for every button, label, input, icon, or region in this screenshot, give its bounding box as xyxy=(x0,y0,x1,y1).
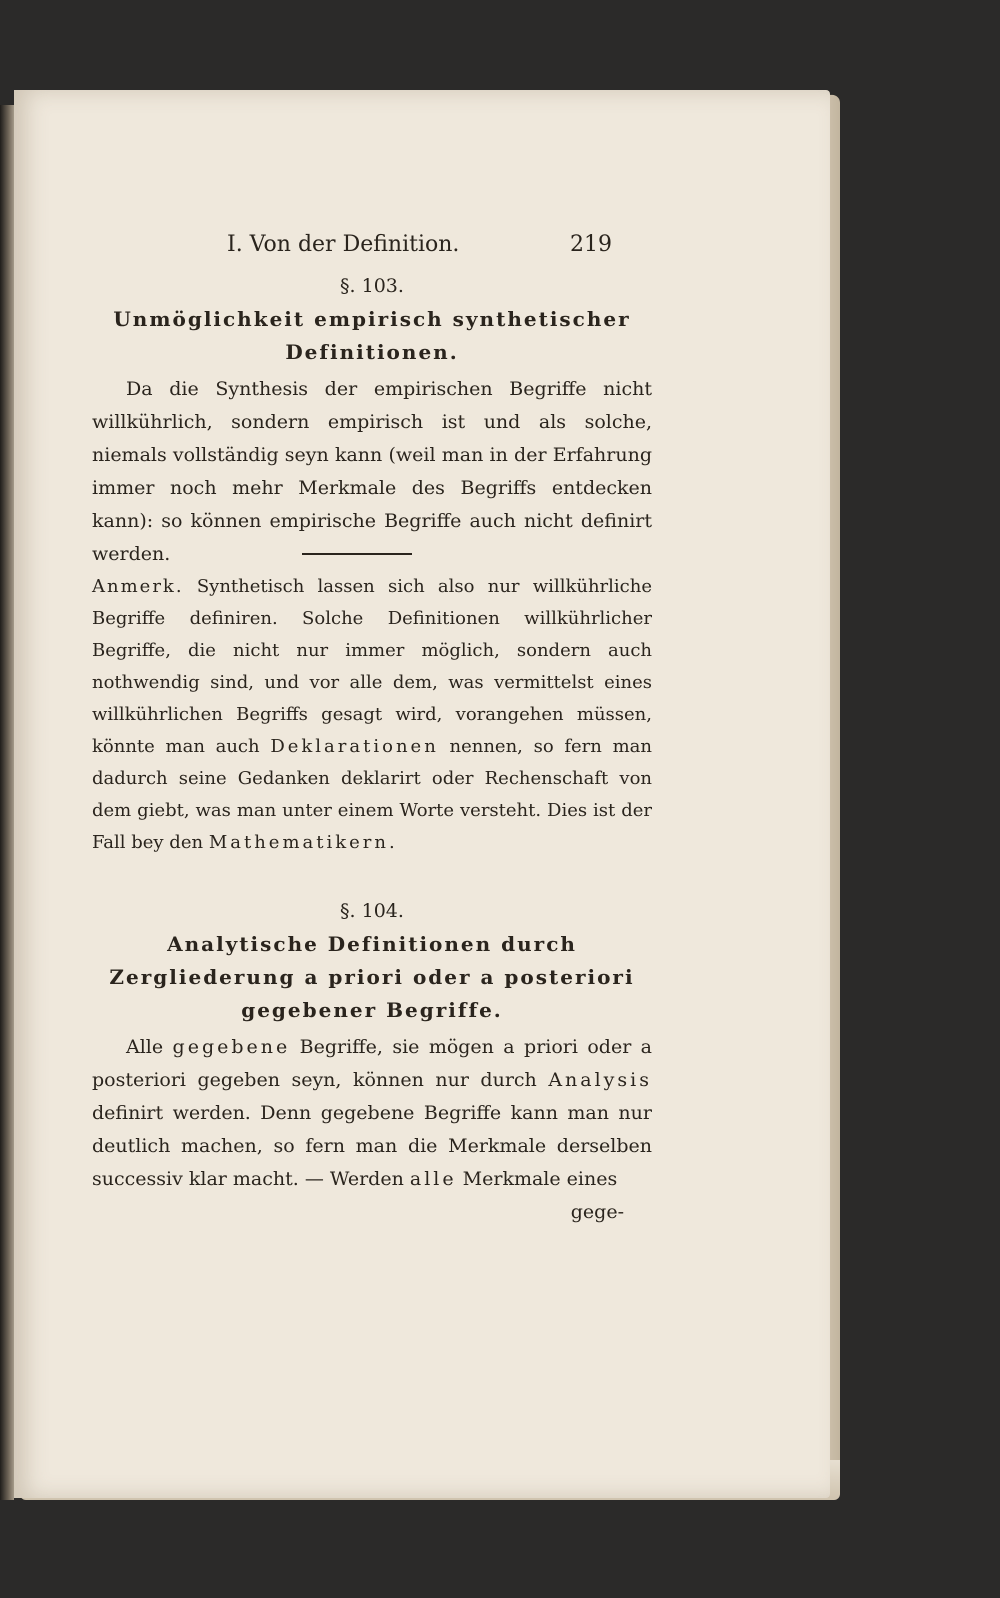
note-spaced-term-1: Deklarationen xyxy=(270,736,439,757)
catchword: gege- xyxy=(570,1201,624,1223)
section-103-note xyxy=(92,571,652,859)
page-number: 219 xyxy=(570,232,612,257)
para-104-spaced-2: Analysis xyxy=(548,1069,652,1091)
para-104-spaced-3: alle xyxy=(409,1168,457,1190)
para-104-part-3: definirt werden. Denn gegebene Begriffe kann man nur deutlich machen, so fern man die Merkmale derselben successiv klar macht. — Werden xyxy=(92,1102,652,1190)
para-104-spaced-1: gegebene xyxy=(172,1036,291,1058)
note-label: Anmerk. xyxy=(92,576,184,597)
para-104-part-2: Begriffe, sie mögen a priori oder a posteriori gegeben seyn, können nur durch xyxy=(92,1036,652,1091)
para-104-part-1: Alle xyxy=(126,1036,164,1058)
note-text-part-1: Synthetisch lassen sich also nur willkührliche Begriffe definiren. Solche Definitionen willkührlicher Begriffe, die nicht nur immer möglich, sondern auch nothwendig sind, und vor alle dem, was vermittelst eines willkührlichen Begriffs gesagt wird, vorangehen müssen, könnte man auch xyxy=(92,576,652,757)
section-104-paragraph xyxy=(92,1031,652,1196)
page-header xyxy=(92,228,652,262)
section-divider-rule xyxy=(302,553,412,555)
section-103-title: Unmöglichkeit empirisch synthetischer Definitionen. xyxy=(113,307,631,364)
note-spaced-term-2: Mathematikern. xyxy=(208,832,398,853)
section-103-number: §. 103. xyxy=(340,275,404,297)
section-104-title: Analytische Definitionen durch Zergliederung a priori oder a posteriori gegebener Begriffe. xyxy=(109,932,635,1022)
section-104-number: §. 104. xyxy=(340,900,404,922)
page-text xyxy=(92,228,652,1229)
note-text-part-2: nennen, so fern man dadurch seine Gedanken deklarirt oder Rechenschaft von dem giebt, was man unter einem Worte versteht. Dies ist der Fall bey den xyxy=(92,736,652,853)
book-spine-left xyxy=(0,105,14,1500)
running-title: I. Von der Definition. xyxy=(227,232,460,257)
section-103-paragraph: Da die Synthesis der empirischen Begriffe nicht willkührlich, sondern empirisch ist und als solche, niemals vollständig seyn kann (weil man in der Erfahrung immer noch mehr Merkmale des Begriffs entdecken kann): so können empirische Begriffe auch nicht definirt werden. xyxy=(92,378,652,565)
para-104-part-4: Merkmale eines xyxy=(462,1168,618,1190)
